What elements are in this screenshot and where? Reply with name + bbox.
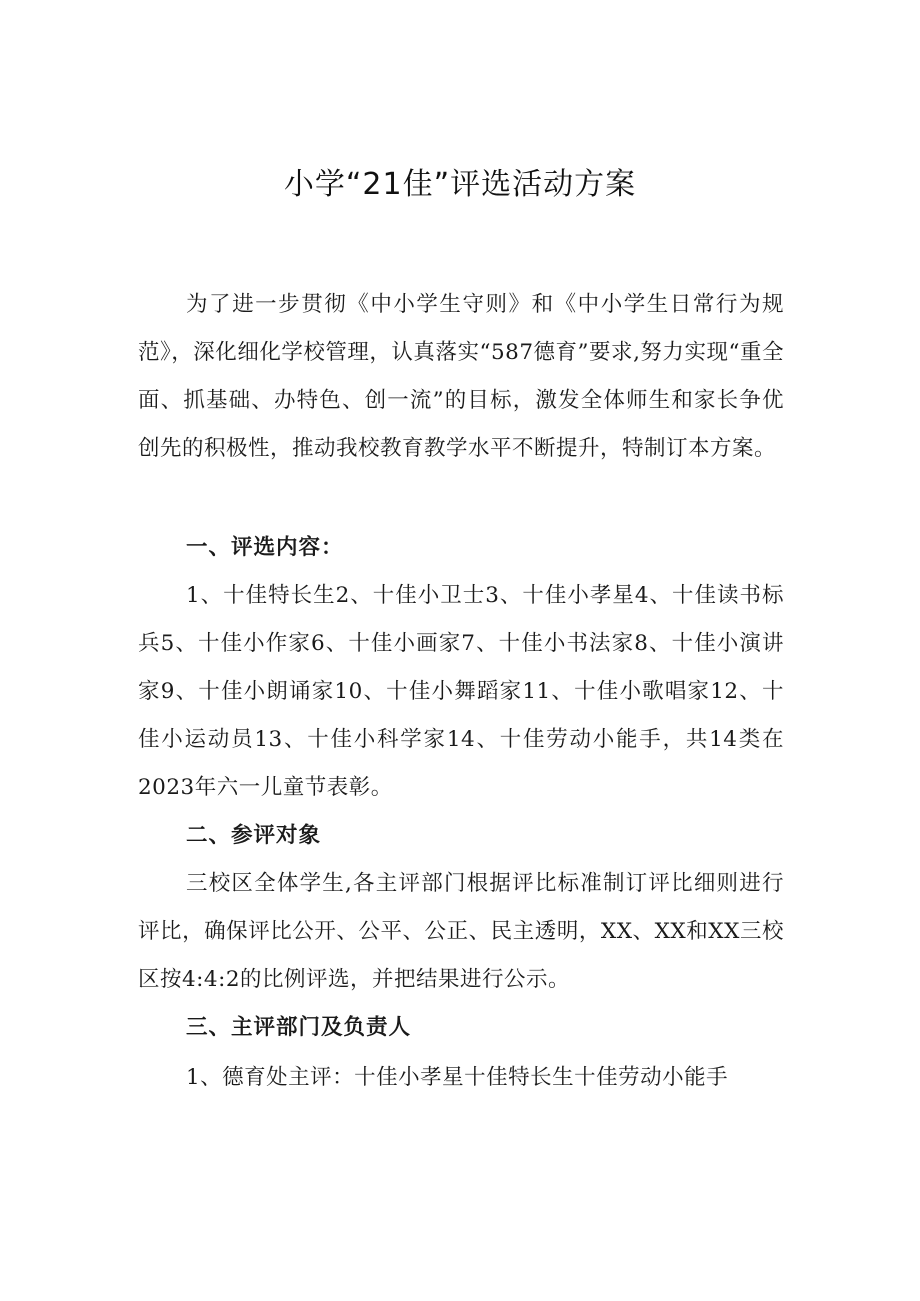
section-heading-departments: 三、主评部门及负责人 bbox=[186, 1015, 412, 1040]
document-title: 小学“21佳”评选活动方案 bbox=[283, 167, 637, 202]
intro-paragraph: 为了进一步贯彻《中小学生守则》和《中小学生日常行为规范》，深化细化学校管理，认真落实“587德育”要求,努力实现“重全面、抓基础、办特色、创一流”的目标，激发全体师生和家长争优创先的积极性，推动我校教育教学水平不断提升，特制订本方案。 bbox=[138, 292, 784, 461]
section-heading-participants: 二、参评对象 bbox=[186, 823, 322, 848]
section-heading-content: 一、评选内容： bbox=[186, 535, 344, 560]
section-content-paragraph: 1、十佳特长生2、十佳小卫士3、十佳小孝星4、十佳读书标兵5、十佳小作家6、十佳小画家7、十佳小书法家8、十佳小演讲家9、十佳小朗诵家10、十佳小舞蹈家11、十佳小歌唱家12、十佳小运动员13、十佳小科学家14、十佳劳动小能手，共14类在2023年六一儿童节表彰。 bbox=[138, 583, 784, 800]
section-participants-paragraph: 三校区全体学生,各主评部门根据评比标准制订评比细则进行评比，确保评比公开、公平、公正、民主透明，XX、XX和XX三校区按4:4:2的比例评选，并把结果进行公示。 bbox=[138, 871, 784, 992]
section-departments-item: 1、德育处主评：十佳小孝星十佳特长生十佳劳动小能手 bbox=[186, 1065, 729, 1090]
